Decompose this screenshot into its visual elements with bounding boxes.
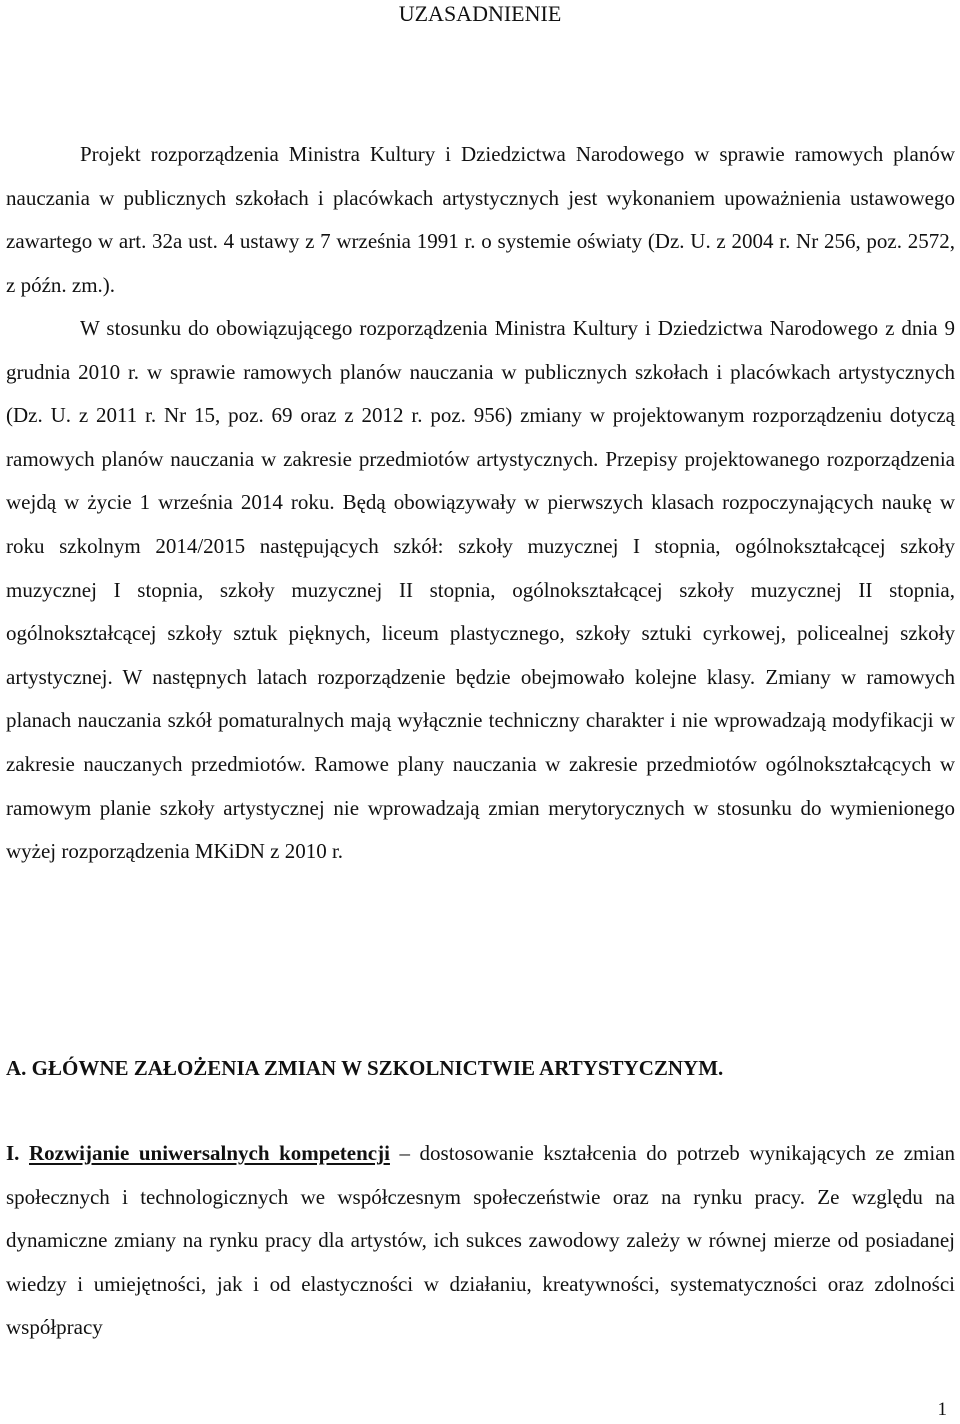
competencies-paragraph xyxy=(6,1132,955,1350)
item-number: I. xyxy=(6,1141,20,1165)
page-number: 1 xyxy=(937,1399,947,1420)
item-text: – dostosowanie kształcenia do potrzeb wynikających ze zmian społecznych i technologicznych we współczesnym społeczeństwie oraz na rynku pracy. Ze względu na dynamiczne zmiany na rynku pracy dla artystów, ich sukces zawodowy zależy w równej mierze od posiadanej wiedzy i umiejętności, jak i od elastyczności w działaniu, kreatywności, systematyczności oraz zdolności współpracy xyxy=(6,1141,956,1340)
document-title: UZASADNIENIE xyxy=(398,1,562,26)
section-heading: A. GŁÓWNE ZAŁOŻENIA ZMIAN W SZKOLNICTWIE ARTYSTYCZNYM. xyxy=(6,1056,724,1080)
item-title: Rozwijanie uniwersalnych kompetencji xyxy=(29,1141,390,1165)
intro-paragraph: Projekt rozporządzenia Ministra Kultury i Dziedzictwa Narodowego w sprawie ramowych planów nauczania w publicznych szkołach i placówkach artystycznych jest wykonaniem upoważnienia ustawowego zawartego w art. 32a ust. 4 ustawy z 7 września 1991 r. o systemie oświaty (Dz. U. z 2004 r. Nr 256, poz. 2572, z późn. zm.). xyxy=(6,142,955,297)
changes-paragraph: W stosunku do obowiązującego rozporządzenia Ministra Kultury i Dziedzictwa Narodowego z dnia 9 grudnia 2010 r. w sprawie ramowych planów nauczania w publicznych szkołach i placówkach artystycznych (Dz. U. z 2011 r. Nr 15, poz. 69 oraz z 2012 r. poz. 956) zmiany w projektowanym rozporządzeniu dotyczą ramowych planów nauczania w zakresie przedmiotów artystycznych. Przepisy projektowanego rozporządzenia wejdą w życie 1 września 2014 roku. Będą obowiązywały w pierwszych klasach rozpoczynających naukę w roku szkolnym 2014/2015 następujących szkół: szkoły muzycznej I stopnia, ogólnokształcącej szkoły muzycznej I stopnia, szkoły muzycznej II stopnia, ogólnokształcącej szkoły muzycznej II stopnia, ogólnokształcącej szkoły sztuk pięknych, liceum plastycznego, szkoły sztuki cyrkowej, policealnej szkoły artystycznej. W następnych latach rozporządzenie będzie obejmowało kolejne klasy. Zmiany w ramowych planach nauczania szkół pomaturalnych mają wyłącznie techniczny charakter i nie wprowadzają modyfikacji w zakresie nauczanych przedmiotów. Ramowe plany nauczania w zakresie przedmiotów ogólnokształcących w ramowym planie szkoły artystycznej nie wprowadzają zmian merytorycznych w stosunku do wymienionego wyżej rozporządzenia MKiDN z 2010 r. xyxy=(6,316,955,864)
